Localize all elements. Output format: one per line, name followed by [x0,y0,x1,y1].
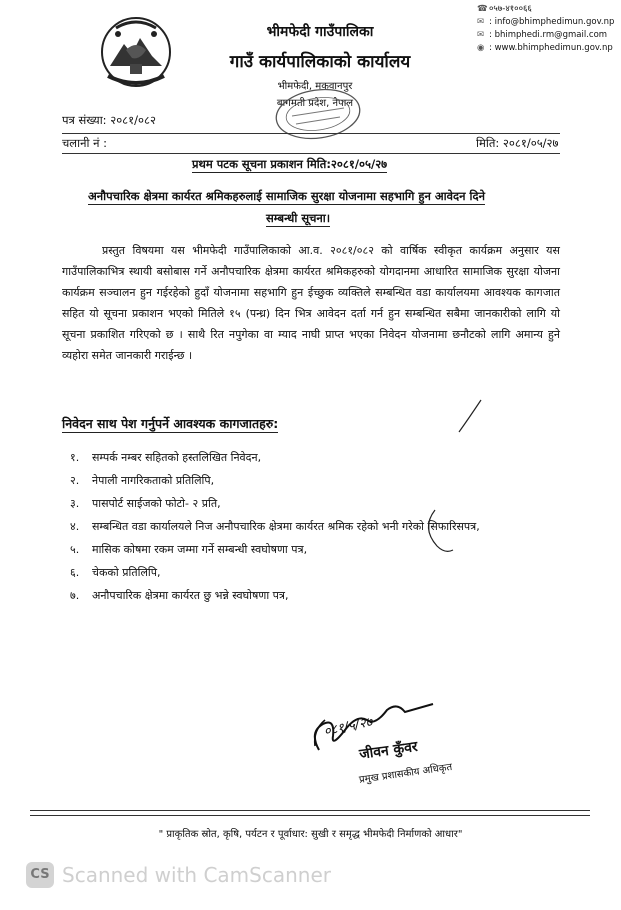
web-icon: ◉ [477,43,485,53]
notice-body: प्रस्तुत विषयमा यस भीमफेदी गाउँपालिकाको आ.व. २०८१/०८२ को वार्षिक स्वीकृत कार्यक्रम अनुसार यस गाउँपालिकाभित्र स्थायी बसोबास गर्ने अनौपचारिक क्षेत्रमा कार्यरत श्रमिकहरुको योगदानमा आधारित सामाजिक सुरक्षा योजना कार्यक्रम सञ्चालन हुन गईरहेको हुदाँ योजनामा सहभागि हुन ईच्छुक व्यक्तिले सम्बन्धित वडा कार्यालयमा आवश्यक कागजात सहित यो सूचना प्रकाशन भएको मितिले १५ (पन्ध्र) दिन भित्र आवेदन दर्ता गर्न हुन सम्बन्धित सबैमा जानकारीको लागि यो सूचना प्रकाशित गरिएको छ । साथै रित नपुगेका वा म्याद नाघी प्राप्त भएका निवेदन योजनामा छनौटको लागि अमान्य हुने व्यहोरा समेत जानकारी गराईन्छ । [62,244,560,362]
divider [62,153,560,154]
email-secondary[interactable]: bhimphedi.rm@gmail.com [494,30,608,40]
municipality-name: भीमफेदी गाउँपालिका [266,24,374,40]
website-link[interactable]: www.bhimphedimun.gov.np [494,43,613,53]
address-line-1: भीमफेदी, मकवानपुर [277,81,353,92]
publication-date: प्रथम पटक सूचना प्रकाशन मिति:२०८१/०५/२७ [192,157,388,171]
camscanner-watermark: Scanned with CamScanner [62,863,331,887]
phone-icon: ☎ [477,4,488,14]
footer-divider [30,815,590,816]
notice-title-line-1: अनौपचारिक क्षेत्रमा कार्यरत श्रमिकहरुलाई सामाजिक सुरक्षा योजनामा सहभागि हुन आवेदन दिने [88,189,485,203]
dispatch-number: चलानी नं : [62,136,108,150]
requirements-list [70,446,570,607]
list-item: ६. चेकको प्रतिलिपि, [70,566,161,579]
requirements-heading: निवेदन साथ पेश गर्नुपर्ने आवश्यक कागजातहरु: [62,416,279,431]
contact-block: ☎०५७-४१००६६ ✉ : info@bhimphedimun.gov.np ✉ : bhimphedi.rm@gmail.com ◉ : www.bhimphedimun.gov.np [477,4,615,53]
address-line-2: बागमती प्रदेश, नेपाल [276,98,354,109]
camscanner-logo: CS [26,862,54,888]
list-item: ५. मासिक कोषमा रकम जम्मा गर्ने सम्बन्धी स्वघोषणा पत्र, [70,543,308,556]
signature-date: ०८१/५/२७ [322,714,374,740]
signatory-name: जीवन कुँवर [358,738,419,763]
signatory-designation: प्रमुख प्रशासकीय अधिकृत [358,761,453,786]
email-icon: ✉ [477,30,485,40]
list-item: १. सम्पर्क नम्बर सहितको हस्तलिखित निवेदन, [70,451,262,464]
footer-motto: " प्राकृतिक स्रोत, कृषि, पर्यटन र पूर्वाधार: सुखी र समृद्ध भीमफेदी निर्माणको आधार" [158,829,463,840]
pen-mark-icon [415,398,490,558]
letter-number: पत्र संख्या: २०८१/०८२ [62,113,156,127]
list-item: ७. अनौपचारिक क्षेत्रमा कार्यरत छु भन्ने स्वघोषणा पत्र, [70,589,289,602]
divider [62,133,560,134]
list-item: ४. सम्बन्धित वडा कार्यालयले निज अनौपचारिक क्षेत्रमा कार्यरत श्रमिक रहेको भनी गरेको सिफारिसपत्र, [70,520,480,533]
notice-title-line-2: सम्बन्धी सूचना। [266,211,331,225]
list-item: ३. पासपोर्ट साईजको फोटो- २ प्रति, [70,497,221,510]
footer-divider [30,810,590,811]
phone-number: ०५७-४१००६६ [489,4,532,14]
office-name: गाउँ कार्यपालिकाको कार्यालय [229,52,411,72]
email-primary[interactable]: info@bhimphedimun.gov.np [494,17,615,27]
letter-date: मिति: २०८१/०५/२७ [476,136,559,150]
email-icon: ✉ [477,17,485,27]
list-item: २. नेपाली नागरिकताको प्रतिलिपि, [70,474,215,487]
nepal-emblem-icon [96,10,176,94]
